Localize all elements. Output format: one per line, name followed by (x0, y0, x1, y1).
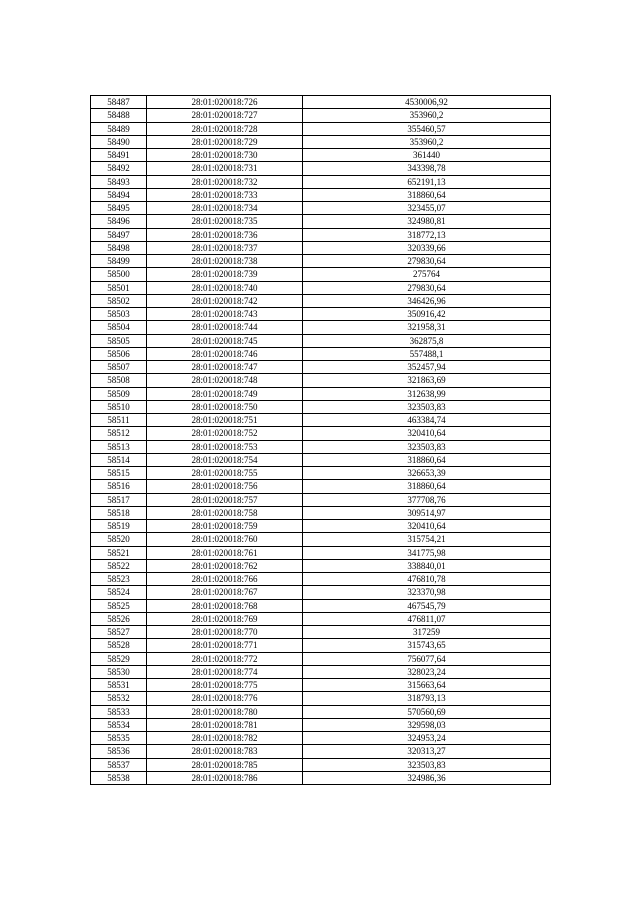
cadastral-value-cell: 341775,98 (303, 546, 551, 559)
cadastral-value-cell: 756077,64 (303, 652, 551, 665)
cadastral-value-cell: 323503,83 (303, 758, 551, 771)
cadastral-number-cell: 28:01:020018:734 (147, 202, 303, 215)
table-row (91, 705, 551, 718)
row-number-cell: 58495 (91, 202, 147, 215)
row-number-cell: 58494 (91, 188, 147, 201)
row-number-cell: 58492 (91, 162, 147, 175)
cadastral-number-cell: 28:01:020018:740 (147, 281, 303, 294)
row-number-cell: 58526 (91, 612, 147, 625)
cadastral-number-cell: 28:01:020018:772 (147, 652, 303, 665)
table-row (91, 718, 551, 731)
cadastral-value-cell: 323370,98 (303, 586, 551, 599)
row-number-cell: 58489 (91, 122, 147, 135)
cadastral-value-cell: 321863,69 (303, 374, 551, 387)
cadastral-value-cell: 326653,39 (303, 467, 551, 480)
table-row (91, 122, 551, 135)
table-row (91, 573, 551, 586)
table-row (91, 215, 551, 228)
table-row (91, 334, 551, 347)
cadastral-value-cell: 570560,69 (303, 705, 551, 718)
row-number-cell: 58512 (91, 427, 147, 440)
cadastral-number-cell: 28:01:020018:771 (147, 639, 303, 652)
cadastral-number-cell: 28:01:020018:755 (147, 467, 303, 480)
row-number-cell: 58493 (91, 175, 147, 188)
table-row (91, 427, 551, 440)
cadastral-number-cell: 28:01:020018:732 (147, 175, 303, 188)
cadastral-number-cell: 28:01:020018:727 (147, 109, 303, 122)
row-number-cell: 58532 (91, 692, 147, 705)
cadastral-number-cell: 28:01:020018:737 (147, 241, 303, 254)
cadastral-value-cell: 324986,36 (303, 771, 551, 784)
row-number-cell: 58498 (91, 241, 147, 254)
cadastral-number-cell: 28:01:020018:783 (147, 745, 303, 758)
cadastral-number-cell: 28:01:020018:758 (147, 506, 303, 519)
table-row (91, 321, 551, 334)
row-number-cell: 58496 (91, 215, 147, 228)
cadastral-value-cell: 350916,42 (303, 308, 551, 321)
table-row (91, 374, 551, 387)
cadastral-value-cell: 315754,21 (303, 533, 551, 546)
cadastral-number-cell: 28:01:020018:744 (147, 321, 303, 334)
cadastral-number-cell: 28:01:020018:776 (147, 692, 303, 705)
table-row (91, 692, 551, 705)
cadastral-value-cell: 315743,65 (303, 639, 551, 652)
cadastral-value-cell: 279830,64 (303, 255, 551, 268)
cadastral-value-cell: 318860,64 (303, 453, 551, 466)
row-number-cell: 58523 (91, 573, 147, 586)
table-row (91, 679, 551, 692)
table-row (91, 308, 551, 321)
cadastral-number-cell: 28:01:020018:733 (147, 188, 303, 201)
cadastral-value-cell: 324980,81 (303, 215, 551, 228)
cadastral-value-cell: 323503,83 (303, 400, 551, 413)
cadastral-number-cell: 28:01:020018:735 (147, 215, 303, 228)
row-number-cell: 58530 (91, 665, 147, 678)
cadastral-number-cell: 28:01:020018:774 (147, 665, 303, 678)
row-number-cell: 58487 (91, 96, 147, 109)
table-row (91, 732, 551, 745)
table-row (91, 533, 551, 546)
cadastral-number-cell: 28:01:020018:770 (147, 626, 303, 639)
cadastral-value-cell: 362875,8 (303, 334, 551, 347)
row-number-cell: 58535 (91, 732, 147, 745)
table-row (91, 612, 551, 625)
table-row (91, 109, 551, 122)
cadastral-value-cell: 321958,31 (303, 321, 551, 334)
table-row (91, 652, 551, 665)
cadastral-number-cell: 28:01:020018:743 (147, 308, 303, 321)
cadastral-number-cell: 28:01:020018:730 (147, 149, 303, 162)
table-row (91, 255, 551, 268)
cadastral-number-cell: 28:01:020018:738 (147, 255, 303, 268)
cadastral-value-cell: 309514,97 (303, 506, 551, 519)
cadastral-number-cell: 28:01:020018:742 (147, 294, 303, 307)
cadastral-value-cell: 328023,24 (303, 665, 551, 678)
cadastral-value-cell: 275764 (303, 268, 551, 281)
table-row (91, 453, 551, 466)
cadastral-value-cell: 323503,83 (303, 440, 551, 453)
table-row (91, 546, 551, 559)
cadastral-number-cell: 28:01:020018:739 (147, 268, 303, 281)
cadastral-number-cell: 28:01:020018:751 (147, 414, 303, 427)
cadastral-number-cell: 28:01:020018:767 (147, 586, 303, 599)
cadastral-value-cell: 476810,78 (303, 573, 551, 586)
cadastral-value-cell: 377708,76 (303, 493, 551, 506)
cadastral-number-cell: 28:01:020018:761 (147, 546, 303, 559)
table-row (91, 281, 551, 294)
cadastral-value-cell: 315663,64 (303, 679, 551, 692)
cadastral-value-cell: 4530006,92 (303, 96, 551, 109)
row-number-cell: 58511 (91, 414, 147, 427)
cadastral-value-cell: 352457,94 (303, 361, 551, 374)
row-number-cell: 58525 (91, 599, 147, 612)
table-row (91, 294, 551, 307)
cadastral-number-cell: 28:01:020018:752 (147, 427, 303, 440)
table-row (91, 758, 551, 771)
row-number-cell: 58520 (91, 533, 147, 546)
table-row (91, 440, 551, 453)
cadastral-value-cell: 320339,66 (303, 241, 551, 254)
cadastral-value-cell: 463384,74 (303, 414, 551, 427)
cadastral-value-cell: 318860,64 (303, 188, 551, 201)
row-number-cell: 58488 (91, 109, 147, 122)
cadastral-value-cell: 279830,64 (303, 281, 551, 294)
cadastral-value-cell: 346426,96 (303, 294, 551, 307)
cadastral-number-cell: 28:01:020018:785 (147, 758, 303, 771)
cadastral-value-cell: 318772,13 (303, 228, 551, 241)
row-number-cell: 58537 (91, 758, 147, 771)
table-row (91, 96, 551, 109)
row-number-cell: 58508 (91, 374, 147, 387)
cadastral-value-cell: 355460,57 (303, 122, 551, 135)
cadastral-value-cell: 324953,24 (303, 732, 551, 745)
cadastral-number-cell: 28:01:020018:754 (147, 453, 303, 466)
cadastral-number-cell: 28:01:020018:729 (147, 135, 303, 148)
row-number-cell: 58531 (91, 679, 147, 692)
table-row (91, 599, 551, 612)
row-number-cell: 58534 (91, 718, 147, 731)
cadastral-value-cell: 476811,07 (303, 612, 551, 625)
row-number-cell: 58528 (91, 639, 147, 652)
cadastral-number-cell: 28:01:020018:728 (147, 122, 303, 135)
cadastral-number-cell: 28:01:020018:782 (147, 732, 303, 745)
table-row (91, 347, 551, 360)
row-number-cell: 58521 (91, 546, 147, 559)
table-row (91, 520, 551, 533)
cadastral-number-cell: 28:01:020018:750 (147, 400, 303, 413)
row-number-cell: 58517 (91, 493, 147, 506)
table-row (91, 745, 551, 758)
row-number-cell: 58504 (91, 321, 147, 334)
cadastral-number-cell: 28:01:020018:766 (147, 573, 303, 586)
cadastral-value-cell: 338840,01 (303, 559, 551, 572)
cadastral-number-cell: 28:01:020018:726 (147, 96, 303, 109)
row-number-cell: 58538 (91, 771, 147, 784)
cadastral-number-cell: 28:01:020018:736 (147, 228, 303, 241)
row-number-cell: 58519 (91, 520, 147, 533)
cadastral-number-cell: 28:01:020018:757 (147, 493, 303, 506)
cadastral-number-cell: 28:01:020018:786 (147, 771, 303, 784)
row-number-cell: 58518 (91, 506, 147, 519)
row-number-cell: 58509 (91, 387, 147, 400)
table-row (91, 506, 551, 519)
cadastral-number-cell: 28:01:020018:753 (147, 440, 303, 453)
table-row (91, 175, 551, 188)
row-number-cell: 58507 (91, 361, 147, 374)
table-row (91, 188, 551, 201)
row-number-cell: 58524 (91, 586, 147, 599)
cadastral-value-cell: 467545,79 (303, 599, 551, 612)
table-row (91, 387, 551, 400)
row-number-cell: 58505 (91, 334, 147, 347)
table-row (91, 149, 551, 162)
cadastral-value-cell: 353960,2 (303, 109, 551, 122)
cadastral-number-cell: 28:01:020018:762 (147, 559, 303, 572)
table-row (91, 241, 551, 254)
table-row (91, 626, 551, 639)
cadastral-value-cell: 320410,64 (303, 520, 551, 533)
cadastral-number-cell: 28:01:020018:781 (147, 718, 303, 731)
cadastral-value-cell: 318860,64 (303, 480, 551, 493)
row-number-cell: 58514 (91, 453, 147, 466)
cadastral-value-cell: 318793,13 (303, 692, 551, 705)
table-row (91, 414, 551, 427)
cadastral-number-cell: 28:01:020018:756 (147, 480, 303, 493)
row-number-cell: 58500 (91, 268, 147, 281)
row-number-cell: 58529 (91, 652, 147, 665)
table-row (91, 202, 551, 215)
cadastral-value-cell: 320410,64 (303, 427, 551, 440)
cadastral-number-cell: 28:01:020018:749 (147, 387, 303, 400)
table-row (91, 665, 551, 678)
cadastral-number-cell: 28:01:020018:745 (147, 334, 303, 347)
cadastral-value-cell: 329598,03 (303, 718, 551, 731)
table-row (91, 559, 551, 572)
row-number-cell: 58516 (91, 480, 147, 493)
cadastral-value-cell: 343398,78 (303, 162, 551, 175)
table-row (91, 162, 551, 175)
row-number-cell: 58502 (91, 294, 147, 307)
row-number-cell: 58515 (91, 467, 147, 480)
row-number-cell: 58513 (91, 440, 147, 453)
cadastral-number-cell: 28:01:020018:760 (147, 533, 303, 546)
row-number-cell: 58503 (91, 308, 147, 321)
cadastral-value-table (90, 95, 551, 785)
table-row (91, 228, 551, 241)
cadastral-number-cell: 28:01:020018:775 (147, 679, 303, 692)
row-number-cell: 58533 (91, 705, 147, 718)
row-number-cell: 58506 (91, 347, 147, 360)
cadastral-number-cell: 28:01:020018:747 (147, 361, 303, 374)
table-row (91, 586, 551, 599)
cadastral-value-cell: 312638,99 (303, 387, 551, 400)
cadastral-number-cell: 28:01:020018:780 (147, 705, 303, 718)
row-number-cell: 58527 (91, 626, 147, 639)
cadastral-number-cell: 28:01:020018:769 (147, 612, 303, 625)
cadastral-value-cell: 317259 (303, 626, 551, 639)
cadastral-value-cell: 361440 (303, 149, 551, 162)
row-number-cell: 58491 (91, 149, 147, 162)
cadastral-value-cell: 320313,27 (303, 745, 551, 758)
row-number-cell: 58501 (91, 281, 147, 294)
cadastral-value-cell: 557488,1 (303, 347, 551, 360)
table-row (91, 268, 551, 281)
cadastral-value-cell: 353960,2 (303, 135, 551, 148)
table-row (91, 361, 551, 374)
cadastral-number-cell: 28:01:020018:748 (147, 374, 303, 387)
row-number-cell: 58497 (91, 228, 147, 241)
cadastral-number-cell: 28:01:020018:768 (147, 599, 303, 612)
table-row (91, 480, 551, 493)
cadastral-number-cell: 28:01:020018:746 (147, 347, 303, 360)
table-row (91, 493, 551, 506)
table-row (91, 771, 551, 784)
cadastral-number-cell: 28:01:020018:759 (147, 520, 303, 533)
row-number-cell: 58536 (91, 745, 147, 758)
row-number-cell: 58490 (91, 135, 147, 148)
row-number-cell: 58522 (91, 559, 147, 572)
cadastral-value-cell: 652191,13 (303, 175, 551, 188)
table-row (91, 639, 551, 652)
cadastral-value-cell: 323455,07 (303, 202, 551, 215)
row-number-cell: 58510 (91, 400, 147, 413)
table-body (91, 96, 551, 785)
table-row (91, 400, 551, 413)
table-row (91, 135, 551, 148)
row-number-cell: 58499 (91, 255, 147, 268)
cadastral-number-cell: 28:01:020018:731 (147, 162, 303, 175)
table-row (91, 467, 551, 480)
